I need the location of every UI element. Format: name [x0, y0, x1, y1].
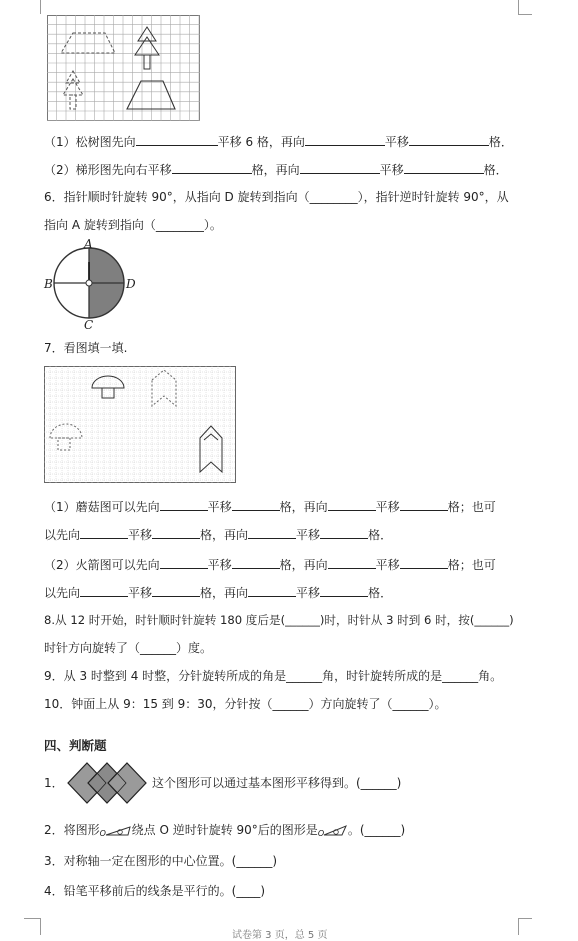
text: 格． [368, 528, 393, 542]
answer-blank[interactable] [404, 161, 484, 174]
tf-q3: 3．对称轴一定在图形的中心位置。(______) [44, 854, 277, 868]
answer-blank[interactable] [160, 498, 208, 511]
text: 以先向 [44, 528, 81, 542]
tf-q2 [44, 822, 405, 838]
text: 平移 [296, 586, 321, 600]
q7-sub1-line2 [44, 526, 392, 543]
text: 。(______) [347, 823, 406, 837]
text: 格． [368, 586, 393, 600]
q10-line: 10．钟面上从 9：15 到 9：30，分针按（______）方向旋转了（______）。 [44, 697, 447, 711]
dial-label-d: D [126, 277, 136, 291]
answer-blank[interactable] [80, 584, 128, 597]
answer-blank[interactable] [320, 526, 368, 539]
dial-label-c: C [84, 318, 94, 332]
q6-line2: 指向 A 旋转到指向（________）。 [44, 218, 222, 232]
text: 平移 [128, 528, 153, 542]
text: （1）松树图先向 [44, 135, 136, 149]
tf-q4: 4．铅笔平移前后的线条是平行的。(____) [44, 884, 265, 898]
answer-blank[interactable] [160, 556, 208, 569]
crop-mark [518, 14, 532, 15]
answer-blank[interactable] [232, 498, 280, 511]
dial-label-a: A [84, 237, 93, 251]
text: 平移 [128, 586, 153, 600]
point-o-label: O [317, 828, 325, 838]
q8-line2: 时针方向旋转了（______）度。 [44, 641, 213, 655]
answer-blank[interactable] [136, 133, 218, 146]
q5-sub2 [44, 161, 508, 178]
rotated-shape-icon [318, 824, 348, 838]
mushroom-rocket-grid-figure [44, 366, 236, 483]
translation-grid-figure [47, 15, 200, 121]
q7-title: 7．看图填一填. [44, 341, 128, 355]
q7-sub2-line2 [44, 584, 392, 601]
crop-mark [518, 918, 532, 919]
text: 2．将图形 [44, 823, 100, 837]
text: 平移 [384, 135, 409, 149]
crop-mark [518, 0, 519, 14]
crop-mark [40, 918, 41, 935]
text: 平移 6 格，再向 [217, 135, 305, 149]
answer-blank[interactable] [80, 526, 128, 539]
text: 格，再向 [251, 163, 300, 177]
text: （2）火箭图可以先向 [44, 558, 160, 572]
answer-blank[interactable] [152, 584, 200, 597]
text: 平移 [375, 558, 400, 572]
answer-blank[interactable] [248, 584, 296, 597]
answer-blank[interactable] [328, 498, 376, 511]
tf-q1-num: 1． [44, 776, 64, 790]
text: 平移 [375, 500, 400, 514]
small-shape-icon [100, 824, 132, 838]
tf-q1-text: 这个图形可以通过基本图形平移得到。(______) [152, 776, 402, 790]
answer-blank[interactable] [320, 584, 368, 597]
answer-blank[interactable] [400, 498, 448, 511]
text: 格． [488, 135, 513, 149]
answer-blank[interactable] [400, 556, 448, 569]
text: （2）梯形图先向右平移 [44, 163, 172, 177]
text: 平移 [207, 558, 232, 572]
text: 平移 [207, 500, 232, 514]
answer-blank[interactable] [409, 133, 489, 146]
text: 格，再向 [200, 528, 249, 542]
diamond-pattern-figure [66, 760, 150, 806]
crop-mark [24, 918, 40, 919]
answer-blank[interactable] [305, 133, 385, 146]
answer-blank[interactable] [248, 526, 296, 539]
q7-sub2-line1 [44, 556, 496, 573]
crop-mark [40, 0, 41, 14]
text: 格，再向 [200, 586, 249, 600]
q7-sub1-line1 [44, 498, 496, 515]
text: 格，再向 [279, 558, 328, 572]
answer-blank[interactable] [172, 161, 252, 174]
q8-line1: 8.从 12 时开始，时针顺时针旋转 180 度后是(______)时，时针从 3 时到 6 时，按(______) [44, 613, 514, 627]
compass-dial-figure [44, 238, 140, 334]
text: 平移 [296, 528, 321, 542]
q9-line: 9．从 3 时整到 4 时整，分针旋转所成的角是______角，时针旋转所成的是______角。 [44, 669, 503, 683]
answer-blank[interactable] [232, 556, 280, 569]
answer-blank[interactable] [328, 556, 376, 569]
text: （1）蘑菇图可以先向 [44, 500, 160, 514]
text: 格． [483, 163, 508, 177]
point-o-label: O [99, 828, 106, 838]
text: 格；也可 [447, 500, 496, 514]
answer-blank[interactable] [152, 526, 200, 539]
text: 格；也可 [447, 558, 496, 572]
crop-mark [518, 918, 519, 935]
text: 平移 [379, 163, 404, 177]
text: 绕点 O 逆时针旋转 90°后的图形是 [131, 823, 318, 837]
dial-label-b: B [44, 277, 53, 291]
section-heading: 四、判断题 [44, 738, 107, 753]
text: 格，再向 [279, 500, 328, 514]
q5-sub1 [44, 133, 513, 150]
q6-line1: 6．指针顺时针旋转 90°，从指向 D 旋转到指向（________），指针逆时针旋转 90°，从 [44, 190, 509, 204]
answer-blank[interactable] [300, 161, 380, 174]
text: 以先向 [44, 586, 81, 600]
page-footer: 试卷第 3 页，总 5 页 [232, 930, 328, 941]
